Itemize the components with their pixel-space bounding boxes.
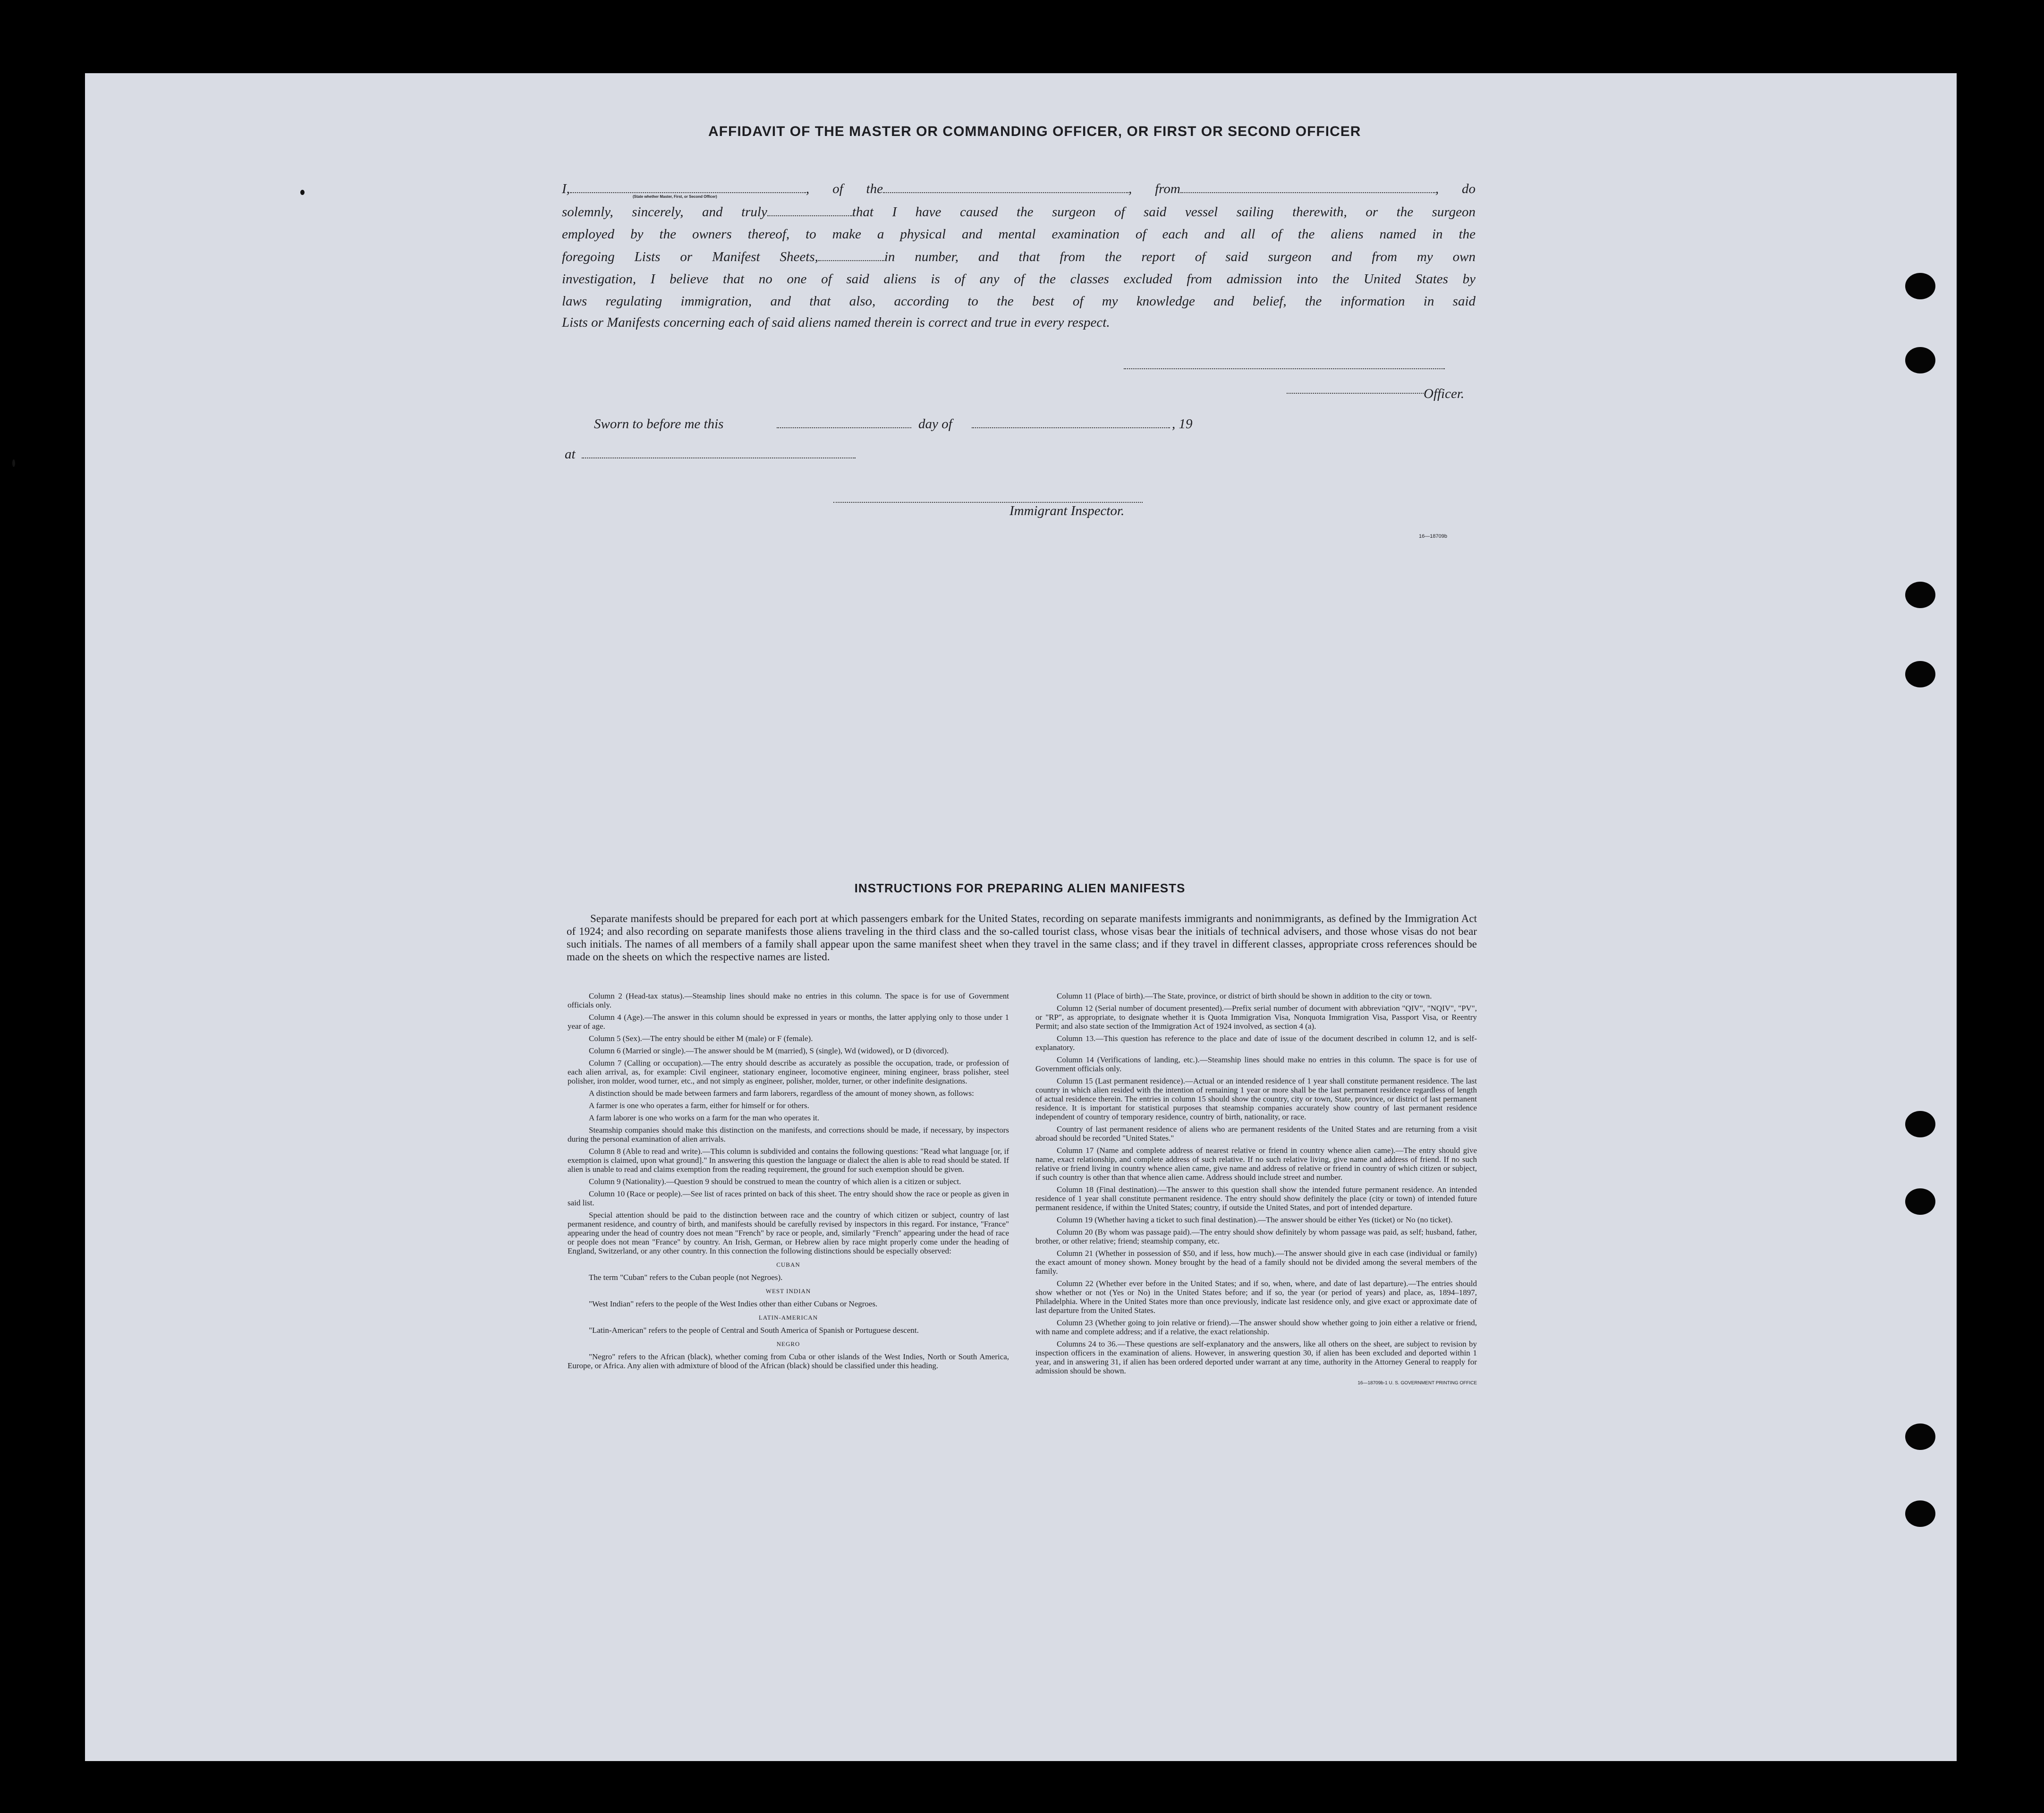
instruction-paragraph: Country of last permanent residence of aliens who are permanent residents of the United States and are returning from a visit abroad should be recorded "United States." [1035,1125,1477,1143]
form-number: 16—18709b [1419,534,1447,539]
heading-negro: NEGRO [776,1340,800,1347]
definition-west-indian: "West Indian" refers to the people of the West Indies other than either Cubans or Negroes. [589,1299,878,1308]
affidavit-line-1: I, , of the , from , do [562,181,1476,196]
instruction-paragraph: Column 23 (Whether going to join relative or friend).—The answer should show whether going to join either a relative or friend, with name and complete address; and if a relative, the exact relationship. [1035,1318,1477,1336]
officer-label: Officer. [1424,386,1465,401]
instruction-paragraph: Column 2 (Head-tax status).—Steamship lines should make no entries in this column. The space is for use of Government officials only. [568,991,1009,1009]
instruction-paragraph: Column 10 (Race or people).—See list of races printed on back of this sheet. The entry should show the race or people as given in said list. [568,1189,1009,1207]
instruction-paragraph: Columns 24 to 36.—These questions are self-explanatory and the answers, like all others on the sheet, are subject to revision by inspection officers in the examination of aliens. However, in answering question 30, if alien has been excluded and deported within 1 year, and in answering 31, if alien has been ordered deported under warrant at any time, authority in the Attorney General to reapply for admission should be shown. [1035,1339,1477,1375]
instruction-paragraph: Column 5 (Sex).—The entry should be either M (male) or F (female). [589,1034,813,1043]
punch-hole [1905,661,1935,687]
officer-line [1287,393,1424,394]
instruction-paragraph: Column 4 (Age).—The answer in this column should be expressed in years or months, the latter applying only to those under 1 year of age. [568,1013,1009,1031]
instruction-paragraph: Column 19 (Whether having a ticket to such final destination).—The answer should be either Yes (ticket) or No (no ticket). [1057,1215,1453,1224]
definition-latin-american: "Latin-American" refers to the people of Central and South America of Spanish or Portuguese descent. [589,1326,919,1335]
affidavit-title: AFFIDAVIT OF THE MASTER OR COMMANDING OFFICER, OR FIRST OR SECOND OFFICER [708,124,1361,139]
instruction-paragraph: Column 17 (Name and complete address of nearest relative or friend in country whence alien came).—The entry should give name, exact relationship, and complete address of such relative. If no such relative living, give name and address of friend. If no such relative or friend living in country whence alien came, give name and address of relative or friend in country of which citizen or subject, if such country is other than that whence alien came. Address should include street and number. [1035,1146,1477,1182]
inspector-label: Immigrant Inspector. [1009,503,1125,518]
affidavit-line-5: investigation, I believe that no one of said aliens is of any of the classes excluded from admission into the United States by [562,271,1476,287]
ink-mark [300,190,305,195]
instruction-paragraph: Steamship companies should make this distinction on the manifests, and corrections should be made, if necessary, by inspectors during the personal examination of alien arrivals. [568,1126,1009,1144]
instructions-right-column [1035,991,1477,1391]
instruction-paragraph: Column 6 (Married or single).—The answer should be M (married), S (single), Wd (widowed), or D (divorced). [589,1046,949,1055]
instruction-paragraph: A farmer is one who operates a farm, either for himself or for others. [589,1101,809,1110]
inspector-line [833,502,1143,503]
affidavit-line-6: laws regulating immigration, and that also, according to the best of my knowledge and belief, the information in said [562,294,1476,309]
punch-hole [1905,347,1935,373]
punch-hole [1905,273,1935,299]
sworn-label: Sworn to before me this [594,416,724,432]
day-of-label: day of [918,416,952,432]
affidavit-line-4: foregoing Lists or Manifest Sheets, in number, and that from the report of said surgeon and from my own [562,249,1476,264]
instruction-paragraph: A distinction should be made between farmers and farm laborers, regardless of the amount of money shown, as follows: [589,1089,974,1098]
affidavit-line-2: solemnly, sincerely, and truly that I have caused the surgeon of said vessel sailing therewith, or the surgeon [562,204,1476,220]
instruction-paragraph: Column 7 (Calling or occupation).—The entry should describe as accurately as possible the occupation, trade, or profession of each alien arrival, as, for example: Civil engineer, stationary engineer, locomotive engineer, mining engineer, brass polisher, steel polisher, iron molder, wood turner, etc., and not simply as engineer, polisher, molder, turner, or other indefinite designations. [568,1059,1009,1085]
officer-rank-hint: (State whether Master, First, or Second Officer) [633,195,717,199]
instruction-paragraph: Column 13.—This question has reference to the place and date of issue of the document described in column 12, and is self-explanatory. [1035,1034,1477,1052]
instruction-paragraph: Column 20 (By whom was passage paid).—The entry should show definitely by whom passage was paid, as self; husband, father, brother, or other relative; friend; steamship company, etc. [1035,1228,1477,1245]
instructions-intro: Separate manifests should be prepared for each port at which passengers embark for the United States, recording on separate manifests immigrants and nonimmigrants, as defined by the Immigration Act of 1924; and also recording on separate manifests those aliens traveling in the third class and the so-called tourist class, whose visas bear the initials of technical advisers, and those whose visas do not bear such initials. The names of all members of a family shall appear upon the same manifest sheet when they travel in the same class; and if they travel in different classes, appropriate cross references should be made on the sheets on which the respective names are listed. [567,913,1477,963]
instruction-paragraph: Column 9 (Nationality).—Question 9 should be construed to mean the country of which alien is a citizen or subject. [589,1177,961,1186]
printing-office-footer: 16—18709b-1 U. S. GOVERNMENT PRINTING OFFICE [1357,1381,1477,1386]
at-label: at [565,447,576,462]
year-label: , 19 [1172,416,1193,432]
instruction-paragraph: Column 21 (Whether in possession of $50, and if less, how much).—The answer should give in each case (individual or family) the exact amount of money shown. Money brought by the head of a family should not be divided among the several members of the family. [1035,1249,1477,1276]
instruction-paragraph: Column 15 (Last permanent residence).—Actual or an intended residence of 1 year shall constitute permanent residence. The last country in which alien resided with the intention of remaining 1 year or more shall be the last permanent residence regardless of length of actual residence therein. The entries in column 15 should show the country, city or town, State, province, or district of last permanent residence. It is important for statistical purposes that steamship companies accurately show country of last permanent residence independent of country of temporary residence, country of birth, nationality, or race. [1035,1076,1477,1121]
instructions-title: INSTRUCTIONS FOR PREPARING ALIEN MANIFESTS [854,881,1186,895]
punch-hole [1905,1500,1935,1527]
definition-cuban: The term "Cuban" refers to the Cuban people (not Negroes). [589,1273,783,1282]
heading-west-indian: WEST INDIAN [765,1288,811,1295]
punch-hole [1905,1188,1935,1215]
ink-mark [12,459,15,467]
heading-cuban: CUBAN [776,1261,800,1268]
instruction-paragraph: Column 18 (Final destination).—The answer to this question shall show the intended future permanent residence. An intended residence of 1 year shall constitute permanent residence. The entry should show definitely the place (city or town) of intended future permanent residence, if within the United States; country, if outside the United States, and port of intended departure. [1035,1185,1477,1212]
definition-negro: "Negro" refers to the African (black), whether coming from Cuba or other islands of the West Indies, North or South America, Europe, or Africa. Any alien with admixture of blood of the African (black) should be classified under this heading. [568,1352,1009,1370]
instruction-paragraph: A farm laborer is one who works on a farm for the man who operates it. [589,1113,820,1122]
punch-hole [1905,1423,1935,1450]
sworn-day-line [777,427,911,428]
instruction-paragraph: Column 22 (Whether ever before in the United States; and if so, when, where, and date of last departure).—The entries should show whether or not (Yes or No) in the United States before; and if so, the year (or period of years) and place, as, 1894–1897, Philadelphia. Where in the United States more than once previously, indicate last residence only, and give exact or approximate date of last departure from the United States. [1035,1279,1477,1315]
at-place-line [582,457,856,458]
affidavit-line-7: Lists or Manifests concerning each of said aliens named therein is correct and true in every respect. [562,315,1110,330]
instruction-paragraph: Special attention should be paid to the distinction between race and the country of which citizen or subject, country of last permanent residence, and country of birth, and manifests should be carefully revised by inspectors in this regard. For instance, "France" appearing under the head of country does not mean "French" by race or people, and, similarly "French" appearing under the head of race or people does not mean "France" by country. An Irish, German, or Hebrew alien by race might properly come under the heading of England, Switzerland, or any other country. In this connection the following distinctions should be especially observed: [568,1211,1009,1255]
instructions-left-column [568,991,1009,1373]
instruction-paragraph: Column 12 (Serial number of document presented).—Prefix serial number of document with abbreviation "QIV", "NQIV", "PV", or "RP", as appropriate, to designate whether it is Quota Immigration Visa, Nonquota Immigration Visa, Passport Visa, or Reentry Permit; and also state section of the Immigration Act of 1924 involved, as section 4 (a). [1035,1004,1477,1031]
instruction-paragraph: Column 8 (Able to read and write).—This column is subdivided and contains the following questions: "Read what language [or, if exemption is claimed, upon what ground]." In answering this question the language or dialect the alien is able to read should be stated. If alien is unable to read and claims exemption from the reading requirement, the ground for such exemption should be given. [568,1147,1009,1174]
punch-hole [1905,1111,1935,1137]
punch-hole [1905,582,1935,608]
instruction-paragraph: Column 11 (Place of birth).—The State, province, or district of birth should be shown in addition to the city or town. [1057,991,1432,1000]
signature-line [1124,368,1445,369]
heading-latin-american: LATIN-AMERICAN [758,1314,818,1321]
affidavit-line-3: employed by the owners thereof, to make a physical and mental examination of each and all of the aliens named in the [562,227,1476,242]
instruction-paragraph: Column 14 (Verifications of landing, etc.).—Steamship lines should make no entries in this column. The space is for use of Government officials only. [1035,1055,1477,1073]
sworn-month-line [972,427,1170,428]
